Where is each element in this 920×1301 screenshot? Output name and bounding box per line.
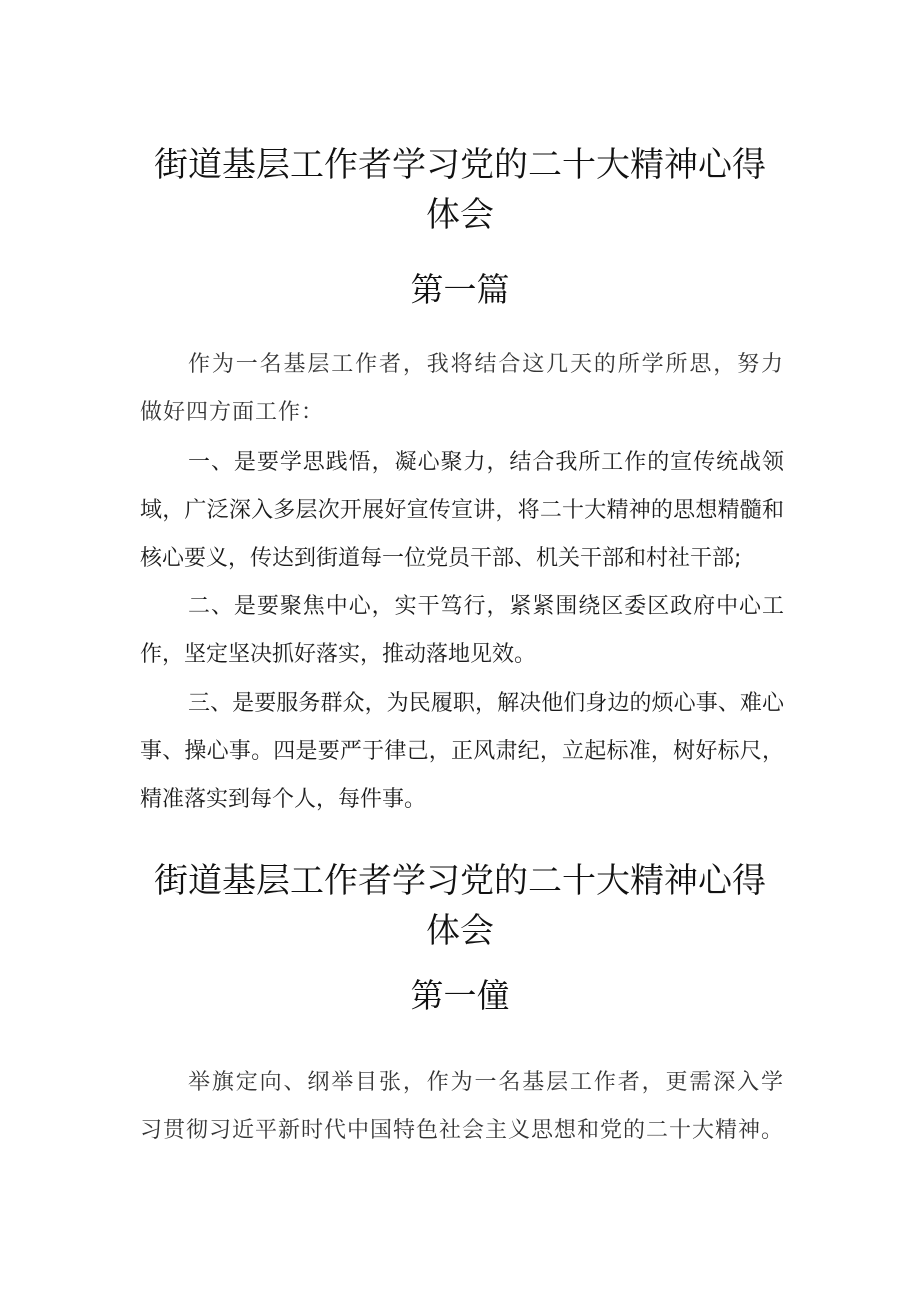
- paragraph: 作为一名基层工作者，我将结合这几天的所学所思，努力做好四方面工作：: [140, 352, 784, 425]
- title-line: 街道基层工作者学习党的二十大精神心得: [154, 861, 766, 901]
- paragraph: 举旗定向、纲举目张，作为一名基层工作者，更需深入学习贯彻习近平新时代中国特色社会主义思想和党的二十大精神。: [140, 1070, 785, 1143]
- document-title: [140, 140, 780, 240]
- section-heading: 第一僮: [410, 976, 510, 1015]
- section-heading: 第一篇: [410, 270, 510, 309]
- document-title: [140, 856, 780, 956]
- title-line: 街道基层工作者学习党的二十大精神心得: [154, 145, 766, 185]
- title-line: 体会: [426, 195, 494, 235]
- paragraph: 三、是要服务群众，为民履职，解决他们身边的烦心事、难心事、操心事。四是要严于律己，正风肃纪，立起标准，树好标尺，精准落实到每个人，每件事。: [140, 691, 784, 812]
- title-line: 体会: [426, 911, 494, 951]
- paragraph: 二、是要聚焦中心，实干笃行，紧紧围绕区委区政府中心工作，坚定坚决抓好落实，推动落地见效。: [140, 594, 784, 667]
- paragraph: 一、是要学思践悟，凝心聚力，结合我所工作的宣传统战领域，广泛深入多层次开展好宣传宣讲，将二十大精神的思想精髓和核心要义，传达到街道每一位党员干部、机关干部和村社干部;: [140, 450, 784, 571]
